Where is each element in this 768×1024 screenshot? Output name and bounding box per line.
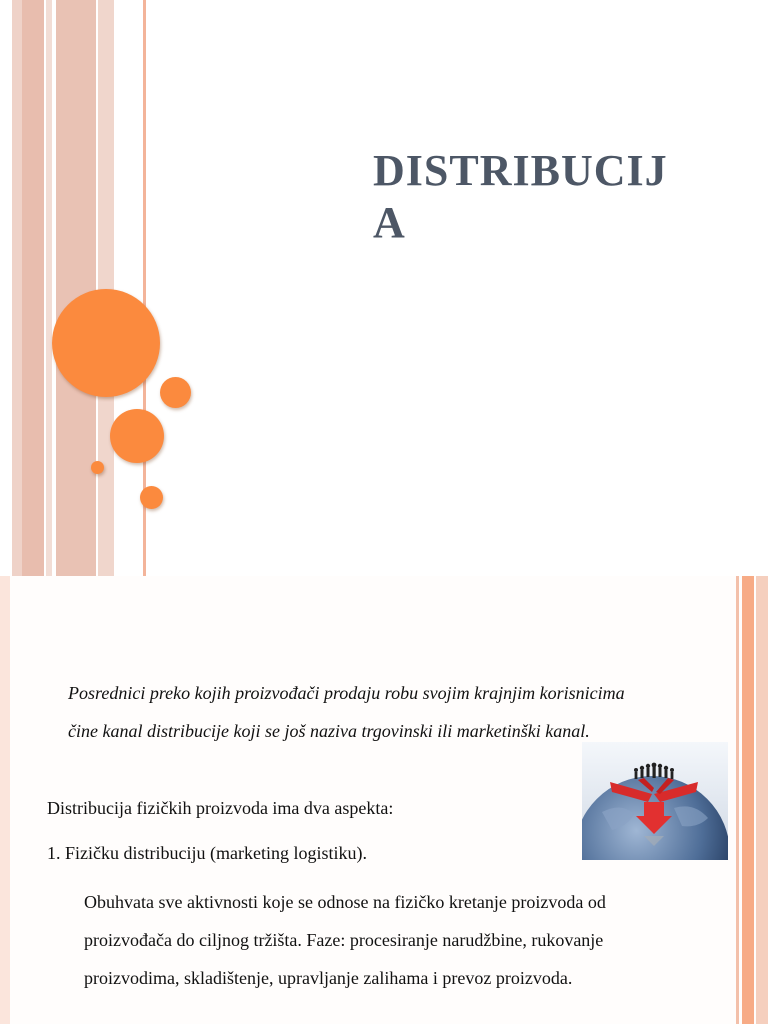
decor-stripe — [0, 576, 10, 1024]
decor-circle-small — [160, 377, 191, 408]
decor-circle-medium — [110, 409, 164, 463]
list-item-physical-distribution: 1. Fizičku distribuciju (marketing logistiku). — [47, 843, 367, 863]
decor-stripe — [22, 0, 44, 576]
content-slide — [0, 576, 768, 1024]
decor-stripe — [98, 0, 114, 576]
decor-circle-small — [140, 486, 163, 509]
intro-paragraph: Posrednici preko kojih proizvođači prodaju robu svojim krajnjim korisnicima čine kanal distribucije koji se još naziva trgovinski ili marketinški kanal. — [68, 683, 625, 741]
decor-stripe — [12, 0, 22, 576]
globe-arrows-icon — [582, 742, 728, 860]
aspects-heading: Distribucija fizičkih proizvoda ima dva aspekta: — [47, 798, 394, 818]
decor-stripe — [742, 576, 754, 1024]
decor-stripe — [56, 0, 96, 576]
decor-circle-large — [52, 289, 160, 397]
decor-circle-dot — [91, 461, 104, 474]
list-item-description: Obuhvata sve aktivnosti koje se odnose na fizičko kretanje proizvoda od proizvođača do ciljnog tržišta. Faze: procesiranje narudžbine, rukovanje proizvodima, skladištenje, upravljanje zalihama i prevoz proizvoda. — [84, 892, 606, 988]
slide-title: DISTRIBUCIJA — [373, 146, 668, 247]
decor-stripe — [756, 576, 768, 1024]
decor-stripe — [736, 576, 739, 1024]
decor-stripe — [46, 0, 52, 576]
